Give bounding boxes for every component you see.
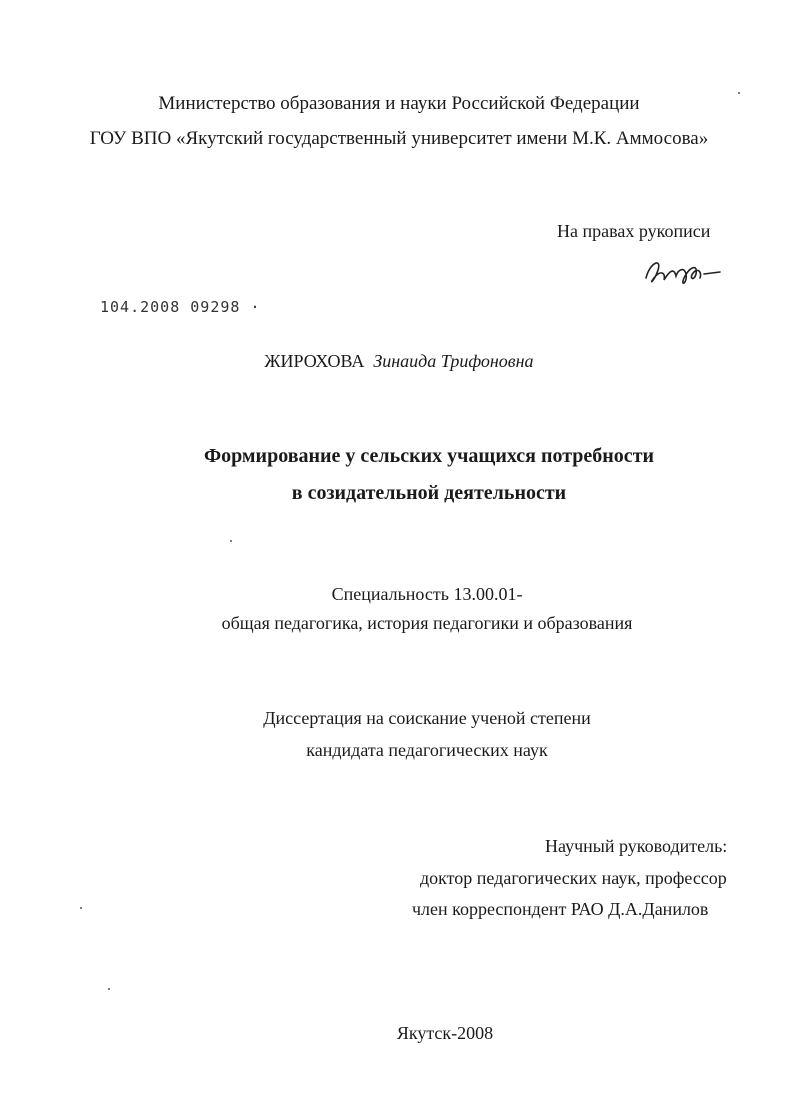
stamp-tick-icon: · — [240, 298, 261, 316]
specialty-line-1: Специальность 13.00.01- — [331, 584, 523, 604]
ministry-line: Министерство образования и науки Российской Федерации — [158, 93, 640, 114]
thesis-title-line-1: Формирование у сельских учащихся потребности — [203, 445, 655, 467]
thesis-title-line-2: в созидательной деятельности — [291, 482, 567, 504]
scan-speck — [108, 988, 110, 990]
supervisor-degree: доктор педагогических наук, профессор — [420, 868, 727, 888]
scan-speck — [80, 907, 82, 909]
author-surname: ЖИРОХОВА — [264, 351, 365, 371]
specialty-line-2: общая педагогика, история педагогики и образования — [221, 613, 633, 633]
university-line: ГОУ ВПО «Якутский государственный университет имени М.К. Аммосова» — [89, 128, 709, 149]
manuscript-note: На правах рукописи — [557, 221, 711, 241]
archive-number-stamp — [100, 296, 261, 318]
author-given-names: Зинаида Трифоновна — [373, 351, 534, 371]
city-year: Якутск-2008 — [396, 1023, 494, 1043]
supervisor-label: Научный руководитель: — [545, 836, 728, 856]
signature-handwritten — [640, 248, 730, 292]
dissertation-line-2: кандидата педагогических наук — [306, 740, 548, 760]
author-line — [0, 350, 798, 372]
scan-speck — [230, 540, 232, 542]
dissertation-line-1: Диссертация на соискание ученой степени — [263, 708, 591, 728]
supervisor-name: член корреспондент РАО Д.А.Данилов — [412, 899, 709, 919]
archive-number: 104.2008 09298 — [100, 298, 241, 316]
scan-speck — [738, 92, 740, 94]
